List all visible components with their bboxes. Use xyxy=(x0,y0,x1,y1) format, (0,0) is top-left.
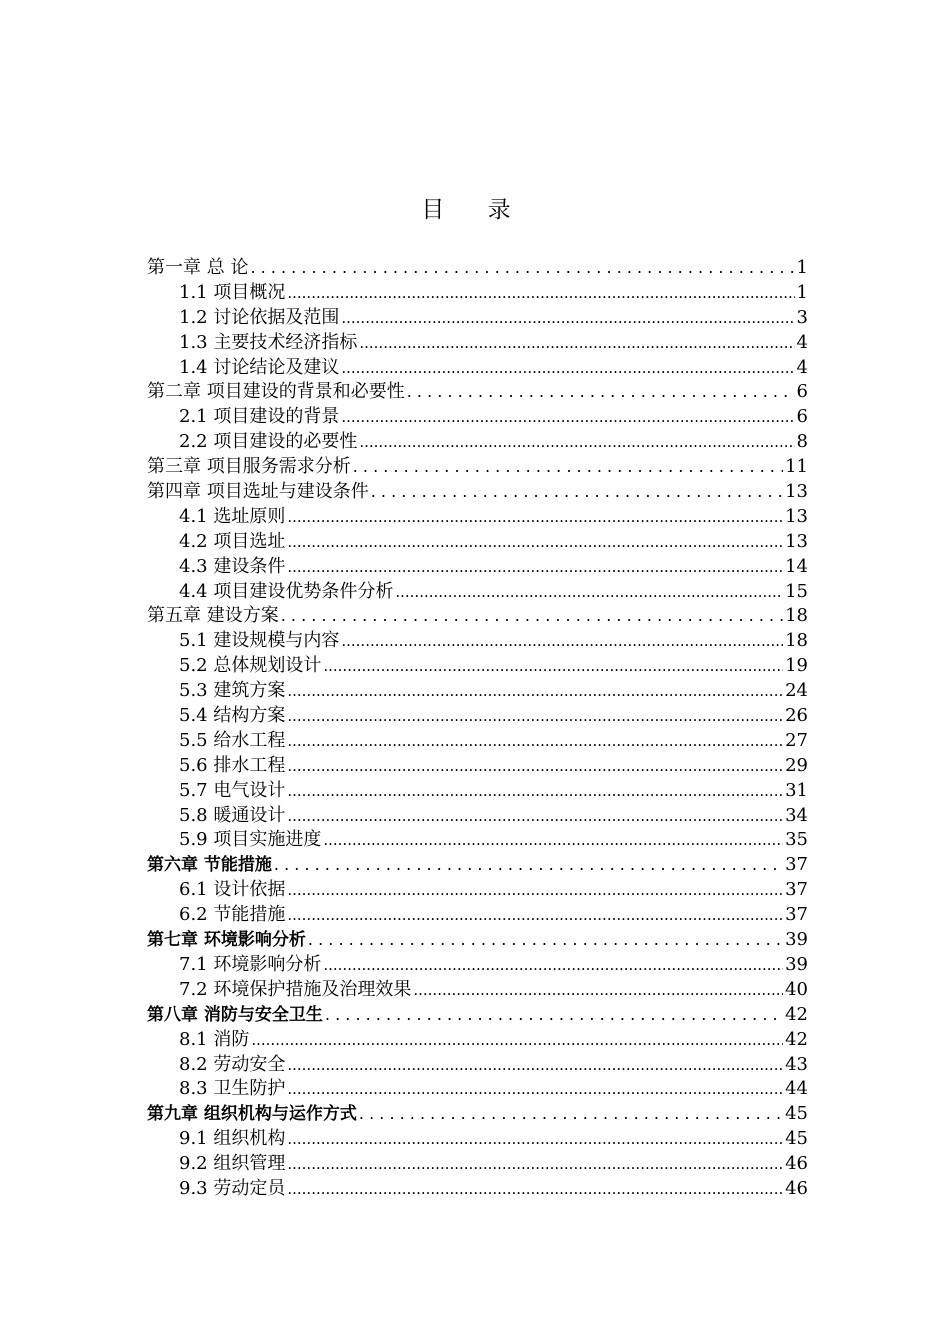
toc-dot-leader xyxy=(341,356,794,381)
toc-entry-label: 第三章 项目服务需求分析 xyxy=(147,456,351,478)
toc-entry-page-number: 35 xyxy=(785,829,808,851)
toc-chapter-entry[interactable] xyxy=(147,928,808,953)
toc-entry-label: 5.1 建设规模与内容 xyxy=(179,630,340,652)
toc-entry-label: 4.4 项目建设优势条件分析 xyxy=(179,580,394,602)
toc-entry-page-number: 27 xyxy=(785,729,808,751)
toc-section-entry[interactable] xyxy=(147,654,808,679)
toc-entry-page-number: 45 xyxy=(785,1103,808,1125)
toc-title: 目 录 xyxy=(421,197,529,223)
toc-dot-leader xyxy=(250,256,794,281)
toc-entry-label: 5.5 给水工程 xyxy=(179,729,286,751)
toc-dot-leader xyxy=(287,804,783,829)
toc-dot-leader xyxy=(407,380,795,405)
toc-entry-label: 8.1 消防 xyxy=(179,1028,250,1050)
toc-entry-label: 1.3 主要技术经济指标 xyxy=(179,331,358,353)
toc-chapter-entry[interactable] xyxy=(147,853,808,878)
toc-section-entry[interactable] xyxy=(147,356,808,381)
toc-section-entry[interactable] xyxy=(147,729,808,754)
toc-dot-leader xyxy=(371,480,783,505)
toc-section-entry[interactable] xyxy=(147,754,808,779)
toc-entry-label: 7.2 环境保护措施及治理效果 xyxy=(179,978,412,1000)
toc-dot-leader xyxy=(287,1177,783,1202)
toc-entry-label: 第七章 环境影响分析 xyxy=(147,930,306,951)
toc-section-entry[interactable] xyxy=(147,1177,808,1202)
toc-entry-page-number: 39 xyxy=(785,929,808,951)
toc-dot-leader xyxy=(287,878,783,903)
toc-section-entry[interactable] xyxy=(147,430,808,455)
toc-dot-leader xyxy=(274,853,783,878)
toc-section-entry[interactable] xyxy=(147,306,808,331)
toc-entry-page-number: 45 xyxy=(785,1128,808,1150)
toc-entry-page-number: 19 xyxy=(785,655,808,677)
toc-entry-page-number: 1 xyxy=(796,257,808,278)
toc-dot-leader xyxy=(323,828,783,853)
toc-dot-leader xyxy=(325,1003,783,1028)
toc-entry-label: 5.9 项目实施进度 xyxy=(179,829,322,851)
toc-entry-page-number: 3 xyxy=(796,306,808,328)
toc-section-entry[interactable] xyxy=(147,953,808,978)
toc-dot-leader xyxy=(323,654,783,679)
toc-entry-label: 1.2 讨论依据及范围 xyxy=(179,306,340,328)
toc-section-entry[interactable] xyxy=(147,1053,808,1078)
toc-section-entry[interactable] xyxy=(147,331,808,356)
toc-entry-label: 4.1 选址原则 xyxy=(179,505,286,527)
toc-entry-label: 1.4 讨论结论及建议 xyxy=(179,356,340,378)
toc-entry-page-number: 13 xyxy=(785,505,808,527)
toc-entry-label: 第四章 项目选址与建设条件 xyxy=(147,481,369,503)
toc-entry-page-number: 34 xyxy=(785,804,808,826)
toc-entry-page-number: 37 xyxy=(785,879,808,901)
toc-section-entry[interactable] xyxy=(147,530,808,555)
toc-section-entry[interactable] xyxy=(147,878,808,903)
toc-dot-leader xyxy=(287,530,783,555)
toc-dot-leader xyxy=(287,1077,783,1102)
toc-entry-page-number: 18 xyxy=(785,605,808,627)
toc-dot-leader xyxy=(251,1028,783,1053)
toc-chapter-entry[interactable] xyxy=(147,455,808,480)
toc-entry-page-number: 4 xyxy=(796,356,808,378)
toc-entry-page-number: 13 xyxy=(785,481,808,503)
toc-section-entry[interactable] xyxy=(147,1077,808,1102)
toc-entry-page-number: 42 xyxy=(785,1003,808,1025)
toc-dot-leader xyxy=(287,1152,783,1177)
toc-dot-leader xyxy=(287,754,783,779)
toc-section-entry[interactable] xyxy=(147,281,808,306)
toc-chapter-entry[interactable] xyxy=(147,480,808,505)
toc-entry-label: 4.3 建设条件 xyxy=(179,555,286,577)
toc-section-entry[interactable] xyxy=(147,679,808,704)
toc-entry-page-number: 43 xyxy=(785,1053,808,1075)
toc-entry-label: 9.2 组织管理 xyxy=(179,1153,286,1175)
toc-section-entry[interactable] xyxy=(147,704,808,729)
toc-dot-leader xyxy=(287,704,783,729)
toc-entry-label: 8.2 劳动安全 xyxy=(179,1053,286,1075)
toc-entry-label: 第九章 组织机构与运作方式 xyxy=(147,1104,357,1125)
toc-entry-page-number: 6 xyxy=(796,381,808,403)
toc-dot-leader xyxy=(287,679,783,704)
toc-dot-leader xyxy=(353,455,783,480)
toc-entry-label: 5.3 建筑方案 xyxy=(179,680,286,702)
toc-section-entry[interactable] xyxy=(147,1152,808,1177)
toc-chapter-entry[interactable] xyxy=(147,604,808,629)
toc-dot-leader xyxy=(359,1102,783,1127)
toc-entry-label: 7.1 环境影响分析 xyxy=(179,953,322,975)
toc-section-entry[interactable] xyxy=(147,779,808,804)
toc-dot-leader xyxy=(413,978,783,1003)
toc-section-entry[interactable] xyxy=(147,580,808,605)
toc-entry-label: 6.2 节能措施 xyxy=(179,904,286,926)
toc-entry-label: 5.4 结构方案 xyxy=(179,705,286,727)
toc-section-entry[interactable] xyxy=(147,405,808,430)
toc-entry-page-number: 39 xyxy=(785,953,808,975)
toc-dot-leader xyxy=(341,629,783,654)
toc-dot-leader xyxy=(287,281,794,306)
toc-dot-leader xyxy=(395,580,783,605)
toc-entry-label: 9.3 劳动定员 xyxy=(179,1177,286,1199)
toc-chapter-entry[interactable] xyxy=(147,256,808,281)
toc-entry-page-number: 6 xyxy=(796,406,808,428)
toc-entry-page-number: 44 xyxy=(785,1078,808,1100)
toc-dot-leader xyxy=(287,779,783,804)
toc-entry-page-number: 37 xyxy=(785,854,808,876)
toc-entry-page-number: 4 xyxy=(796,331,808,353)
toc-entry-label: 5.2 总体规划设计 xyxy=(179,655,322,677)
toc-entry-page-number: 37 xyxy=(785,904,808,926)
toc-entry-label: 第六章 节能措施 xyxy=(147,855,272,876)
toc-chapter-entry[interactable] xyxy=(147,1102,808,1127)
toc-dot-leader xyxy=(287,1127,783,1152)
toc-entry-label: 5.8 暖通设计 xyxy=(179,804,286,826)
toc-entry-label: 第八章 消防与安全卫生 xyxy=(147,1004,323,1025)
toc-entry-label: 5.6 排水工程 xyxy=(179,754,286,776)
toc-dot-leader xyxy=(308,928,783,953)
toc-dot-leader xyxy=(287,1053,783,1078)
toc-entry-label: 第二章 项目建设的背景和必要性 xyxy=(147,381,405,403)
toc-entry-label: 第五章 建设方案 xyxy=(147,605,279,627)
toc-dot-leader xyxy=(287,729,783,754)
toc-entry-label: 5.7 电气设计 xyxy=(179,779,286,801)
table-of-contents xyxy=(147,256,808,1202)
toc-section-entry[interactable] xyxy=(147,1028,808,1053)
toc-entry-label: 2.1 项目建设的背景 xyxy=(179,406,340,428)
toc-entry-page-number: 13 xyxy=(785,530,808,552)
toc-entry-label: 8.3 卫生防护 xyxy=(179,1078,286,1100)
toc-section-entry[interactable] xyxy=(147,1127,808,1152)
toc-entry-page-number: 26 xyxy=(785,705,808,727)
toc-entry-page-number: 29 xyxy=(785,754,808,776)
toc-section-entry[interactable] xyxy=(147,903,808,928)
toc-chapter-entry[interactable] xyxy=(147,380,808,405)
toc-dot-leader xyxy=(359,331,794,356)
toc-dot-leader xyxy=(323,953,783,978)
toc-entry-label: 2.2 项目建设的必要性 xyxy=(179,431,358,453)
toc-entry-page-number: 31 xyxy=(785,779,808,801)
toc-entry-page-number: 46 xyxy=(785,1177,808,1199)
toc-entry-label: 9.1 组织机构 xyxy=(179,1128,286,1150)
toc-entry-label: 第一章 总 论 xyxy=(147,257,249,278)
toc-entry-label: 1.1 项目概况 xyxy=(179,281,286,303)
toc-entry-page-number: 11 xyxy=(785,456,808,478)
toc-dot-leader xyxy=(287,555,783,580)
toc-entry-page-number: 14 xyxy=(785,555,808,577)
toc-dot-leader xyxy=(341,405,794,430)
toc-chapter-entry[interactable] xyxy=(147,1003,808,1028)
toc-dot-leader xyxy=(341,306,794,331)
toc-entry-label: 4.2 项目选址 xyxy=(179,530,286,552)
toc-section-entry[interactable] xyxy=(147,629,808,654)
toc-entry-page-number: 24 xyxy=(785,680,808,702)
toc-section-entry[interactable] xyxy=(147,804,808,829)
toc-section-entry[interactable] xyxy=(147,555,808,580)
toc-entry-page-number: 40 xyxy=(785,978,808,1000)
toc-entry-label: 6.1 设计依据 xyxy=(179,879,286,901)
toc-dot-leader xyxy=(287,505,783,530)
toc-dot-leader xyxy=(287,903,783,928)
toc-entry-page-number: 46 xyxy=(785,1153,808,1175)
toc-entry-page-number: 18 xyxy=(785,630,808,652)
toc-entry-page-number: 1 xyxy=(796,281,808,303)
toc-dot-leader xyxy=(281,604,783,629)
toc-dot-leader xyxy=(359,430,794,455)
toc-section-entry[interactable] xyxy=(147,828,808,853)
toc-entry-page-number: 15 xyxy=(785,580,808,602)
toc-entry-page-number: 8 xyxy=(796,431,808,453)
toc-section-entry[interactable] xyxy=(147,505,808,530)
toc-section-entry[interactable] xyxy=(147,978,808,1003)
toc-entry-page-number: 42 xyxy=(785,1028,808,1050)
